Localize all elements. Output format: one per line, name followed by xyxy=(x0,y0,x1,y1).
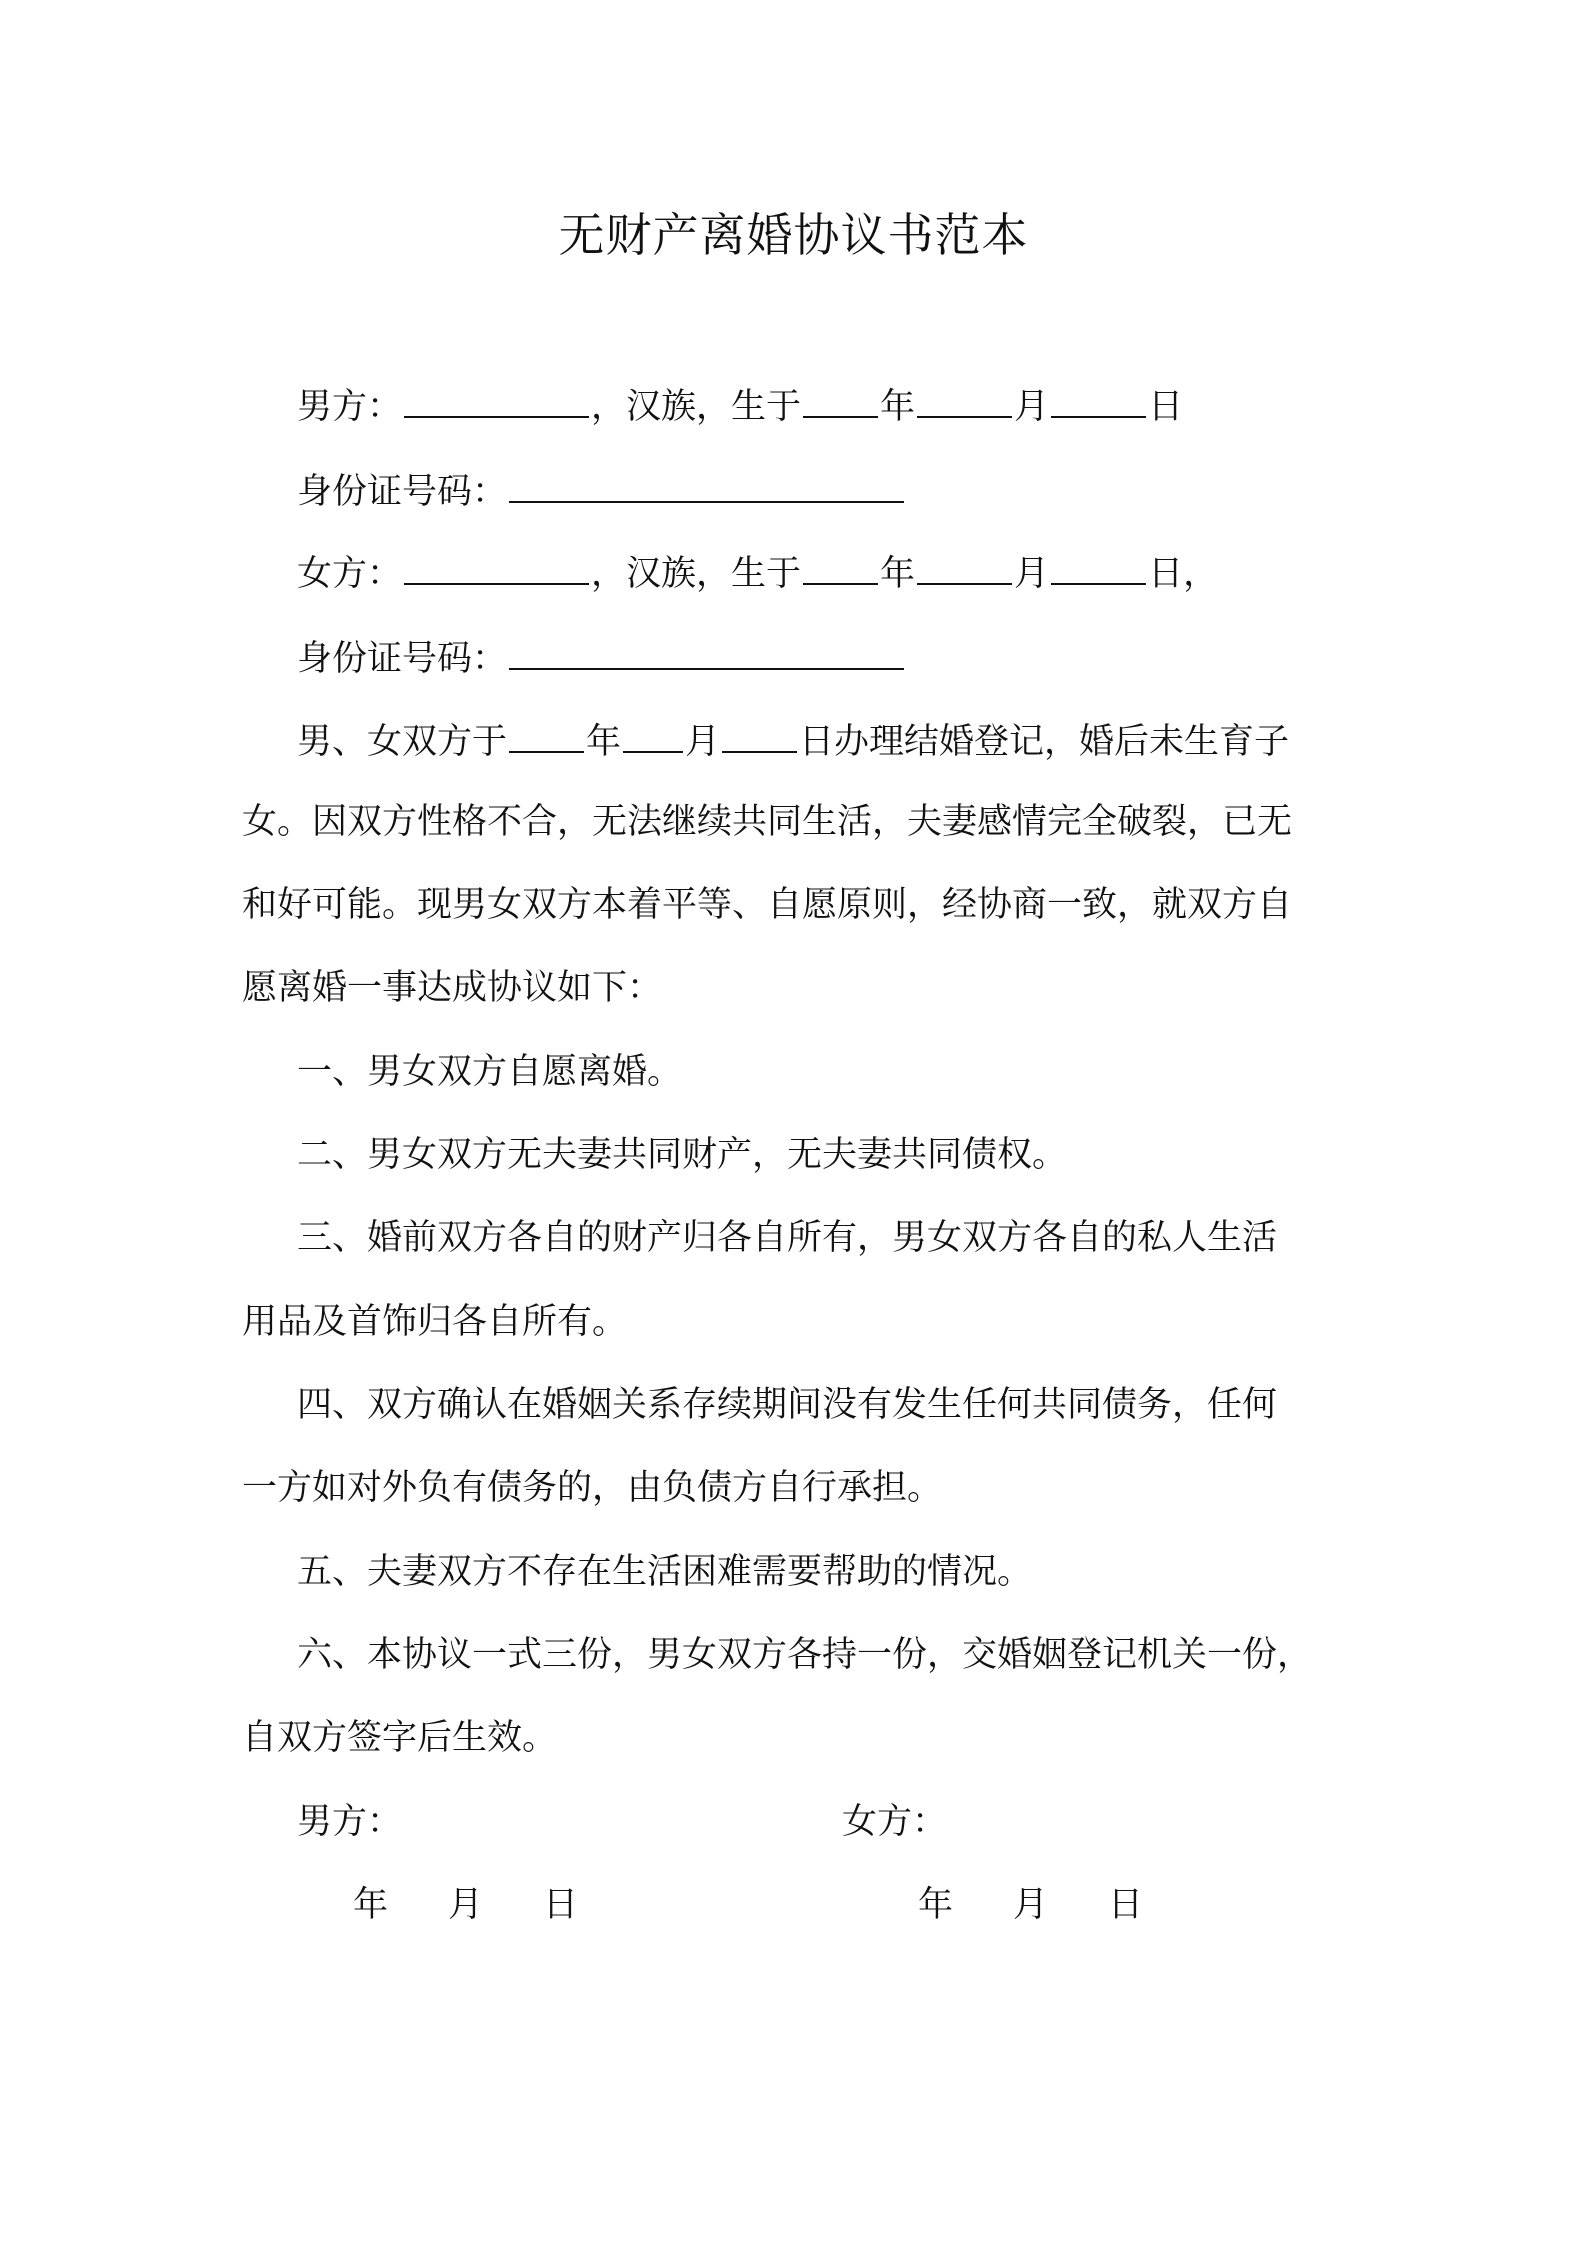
clause-2: 二、男女双方无夫妻共同财产，无夫妻共同债权。 xyxy=(297,1135,1068,1175)
male-signature-label: 男方： xyxy=(297,1802,403,1842)
male-birth-month-blank xyxy=(917,378,1012,418)
male-ethnicity-text: ，汉族，生于 xyxy=(591,387,802,427)
marriage-year-word: 年 xyxy=(586,722,622,762)
female-sign-day: 日 xyxy=(1108,1885,1144,1925)
male-id-label: 身份证号码： xyxy=(297,472,508,512)
clause-4-line-2: 一方如对外负有债务的，由负债方自行承担。 xyxy=(242,1468,943,1508)
female-birth-day-blank xyxy=(1051,545,1146,585)
male-sign-year: 年 xyxy=(353,1885,389,1925)
male-birth-day-blank xyxy=(1051,378,1146,418)
clause-3-line-1: 三、婚前双方各自的财产归各自所有，男女双方各自的私人生活 xyxy=(297,1218,1278,1258)
preamble-line-2: 女。因双方性格不合，无法继续共同生活，夫妻感情完全破裂，已无 xyxy=(242,802,1293,842)
female-name-blank xyxy=(404,545,589,585)
male-id-line xyxy=(297,463,906,517)
marriage-month-word: 月 xyxy=(685,722,721,762)
preamble-line-1 xyxy=(297,713,1289,767)
male-birth-year-blank xyxy=(803,378,878,418)
female-ethnicity-text: ，汉族，生于 xyxy=(591,554,802,594)
marriage-year-blank xyxy=(509,713,584,753)
male-info-line xyxy=(297,378,1183,432)
clause-3-line-2: 用品及首饰归各自所有。 xyxy=(242,1302,628,1342)
male-id-blank xyxy=(509,463,904,503)
female-birth-month-blank xyxy=(917,545,1012,585)
female-birth-year-blank xyxy=(803,545,878,585)
male-sign-month: 月 xyxy=(448,1885,484,1925)
female-month-word: 月 xyxy=(1014,554,1050,594)
male-day-word: 日 xyxy=(1148,387,1184,427)
female-day-word: 日， xyxy=(1148,554,1219,594)
clause-6-line-2: 自双方签字后生效。 xyxy=(242,1718,558,1758)
male-name-blank xyxy=(404,378,589,418)
female-label: 女方： xyxy=(297,554,403,594)
clause-5: 五、夫妻双方不存在生活困难需要帮助的情况。 xyxy=(297,1552,1033,1592)
female-sign-year: 年 xyxy=(918,1885,954,1925)
female-info-line xyxy=(297,545,1218,599)
male-label: 男方： xyxy=(297,387,403,427)
marriage-month-blank xyxy=(623,713,683,753)
preamble-line-3: 和好可能。现男女双方本着平等、自愿原则，经协商一致，就双方自 xyxy=(242,885,1293,925)
preamble-line-4: 愿离婚一事达成协议如下： xyxy=(242,968,663,1008)
male-year-word: 年 xyxy=(880,387,916,427)
male-month-word: 月 xyxy=(1014,387,1050,427)
preamble-text-b: 日办理结婚登记，婚后未生育子 xyxy=(799,722,1290,762)
male-sign-day: 日 xyxy=(543,1885,579,1925)
marriage-day-blank xyxy=(722,713,797,753)
female-id-label: 身份证号码： xyxy=(297,639,508,679)
clause-1: 一、男女双方自愿离婚。 xyxy=(297,1052,683,1092)
preamble-text-a: 男、女双方于 xyxy=(297,722,508,762)
female-sign-month: 月 xyxy=(1013,1885,1049,1925)
female-signature-label: 女方： xyxy=(842,1802,948,1842)
clause-6-line-1: 六、本协议一式三份，男女双方各持一份，交婚姻登记机关一份， xyxy=(297,1635,1313,1675)
female-year-word: 年 xyxy=(880,554,916,594)
female-id-line xyxy=(297,630,906,684)
document-title: 无财产离婚协议书范本 xyxy=(558,208,1029,262)
clause-4-line-1: 四、双方确认在婚姻关系存续期间没有发生任何共同债务，任何 xyxy=(297,1385,1278,1425)
female-id-blank xyxy=(509,630,904,670)
